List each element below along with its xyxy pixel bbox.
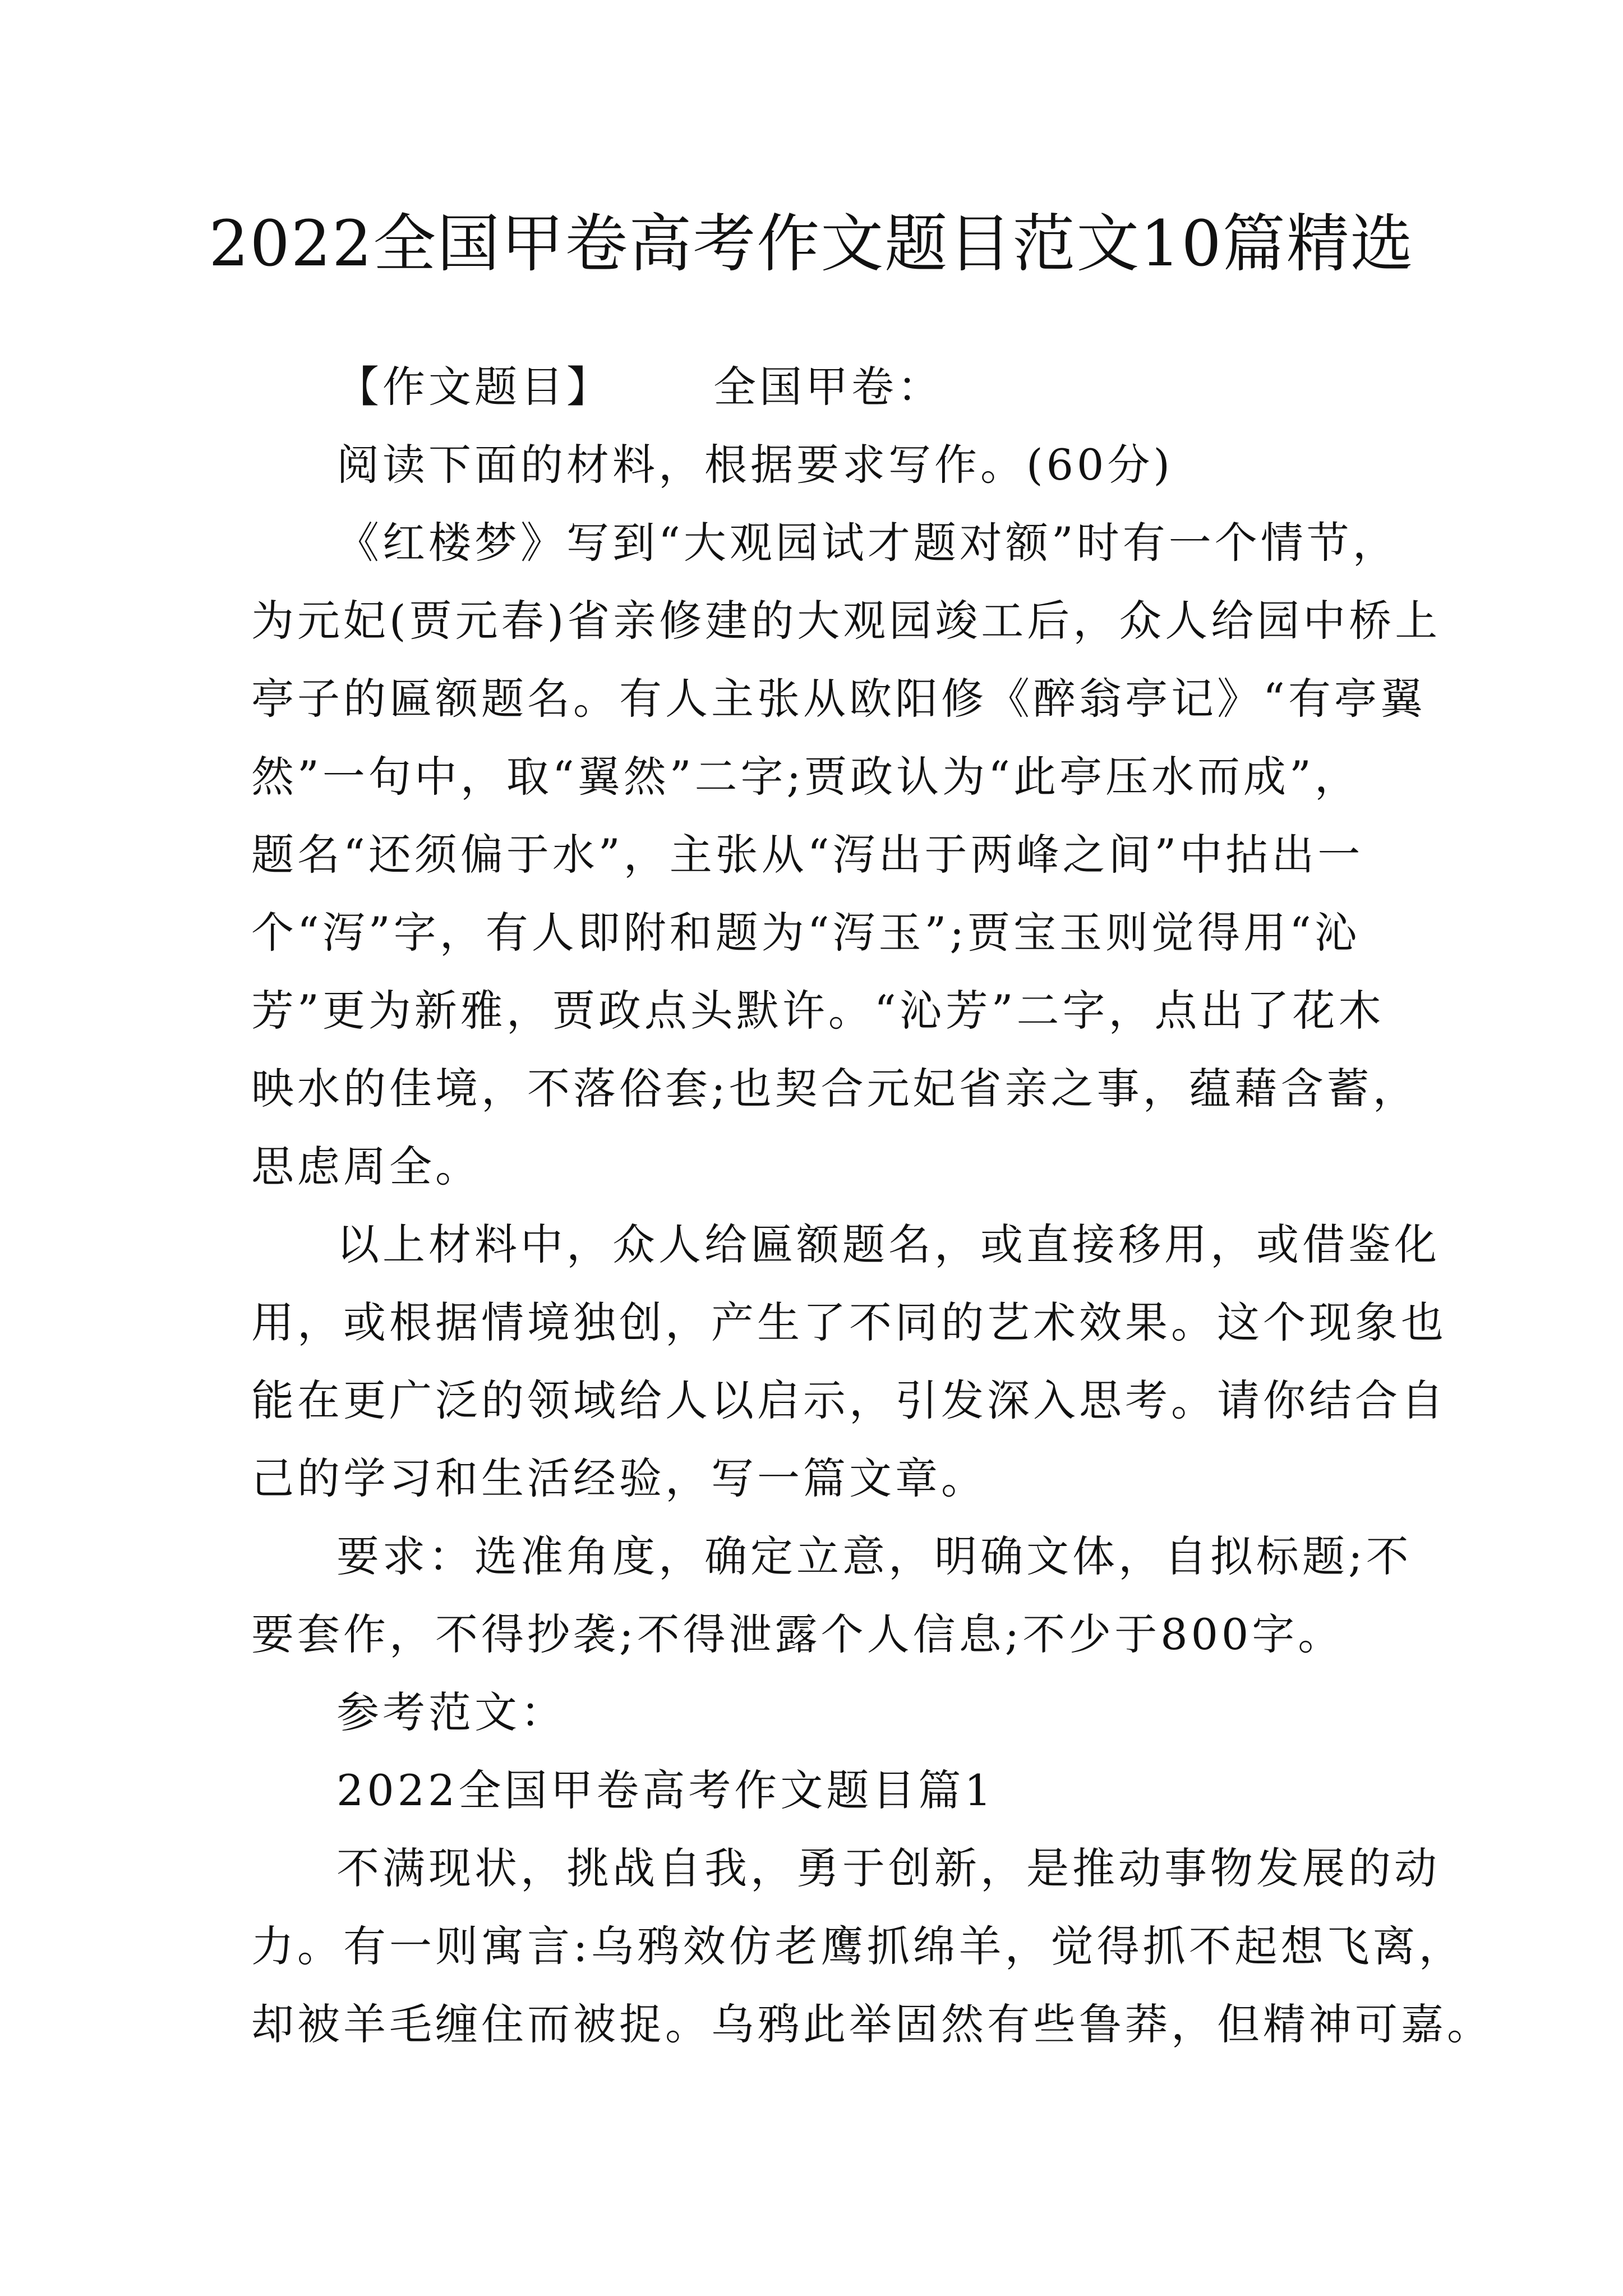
document-body xyxy=(251,348,1493,2063)
prompt-heading xyxy=(251,348,1373,426)
paragraph-line: 不满现状，挑战自我，勇于创新，是推动事物发展的动 xyxy=(336,1843,1440,1893)
paragraph-line: 力。有一则寓言:乌鸦效仿老鹰抓绵羊，觉得抓不起想飞离， xyxy=(251,1921,1465,1971)
paragraph-line: 为元妃(贾元春)省亲修建的大观园竣工后，众人给园中桥上 xyxy=(251,596,1441,646)
prompt-heading-label: 【作文题目】 xyxy=(336,362,612,412)
paragraph-line: 要套作，不得抄袭;不得泄露个人信息;不少于800字。 xyxy=(251,1609,1344,1659)
paragraph-line: 要求：选准角度，确定立意，明确文体，自拟标题;不 xyxy=(336,1531,1412,1581)
paragraph-line: 然”一句中，取“翼然”二字;贾政认为“此亭压水而成”， xyxy=(251,752,1361,802)
paragraph-line: 思虑周全。 xyxy=(251,1142,481,1191)
paragraph-line: 《红楼梦》写到“大观园试才题对额”时有一个情节， xyxy=(336,518,1399,568)
paragraph-line: 亭子的匾额题名。有人主张从欧阳修《醉翁亭记》“有亭翼 xyxy=(251,674,1426,724)
essay-heading: 2022全国甲卷高考作文题目篇1 xyxy=(336,1765,995,1815)
paragraph-line: 芳”更为新雅，贾政点头默许。“沁芳”二字，点出了花木 xyxy=(251,986,1385,1036)
paragraph-line: 题名“还须偏于水”，主张从“泻出于两峰之间”中拈出一 xyxy=(251,830,1364,880)
paragraph-line: 个“泻”字，有人即附和题为“泻玉”;贾宝玉则觉得用“沁 xyxy=(251,908,1361,958)
paragraph-line: 用，或根据情境独创，产生了不同的艺术效果。这个现象也 xyxy=(251,1297,1447,1347)
reference-label: 参考范文： xyxy=(336,1687,566,1737)
prompt-heading-value: 全国甲卷： xyxy=(713,362,943,412)
document-title: 2022全国甲卷高考作文题目范文10篇精选 xyxy=(209,208,1414,280)
paragraph-line: 映水的佳境，不落俗套;也契合元妃省亲之事，蕴藉含蓄， xyxy=(251,1064,1419,1114)
paragraph-line: 己的学习和生活经验，写一篇文章。 xyxy=(251,1453,987,1503)
paragraph-line: 阅读下面的材料，根据要求写作。(60分) xyxy=(336,440,1174,490)
paragraph-line: 以上材料中，众人给匾额题名，或直接移用，或借鉴化 xyxy=(336,1220,1440,1269)
paragraph-line: 却被羊毛缠住而被捉。乌鸦此举固然有些鲁莽，但精神可嘉。 xyxy=(251,1999,1493,2049)
paragraph-line: 能在更广泛的领域给人以启示，引发深入思考。请你结合自 xyxy=(251,1375,1447,1425)
